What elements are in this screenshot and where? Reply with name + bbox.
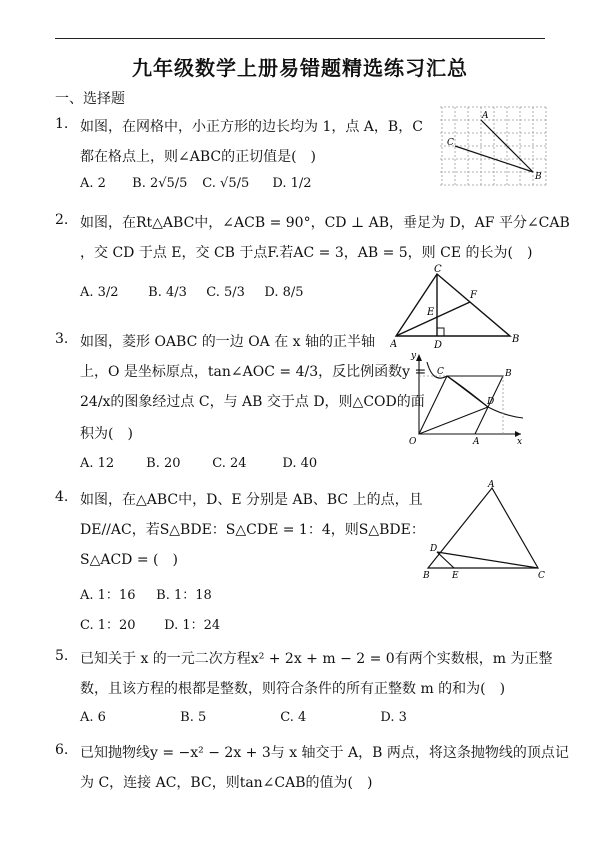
coordinate-figure xyxy=(405,350,527,446)
point-label-c: C xyxy=(437,367,444,377)
question-text-line: 上，O 是坐标原点，tan∠AOC = 4/3，反比例函数y = xyxy=(80,364,427,380)
point-label-b: B xyxy=(512,334,520,345)
point-label-c: C xyxy=(447,138,454,148)
question-text-line: 如图，在Rt△ABC中，∠ACB = 90°，CD ⊥ AB，垂足为 D，AF 平分∠CAB xyxy=(80,215,570,231)
question-text-line: 为 C，连接 AC，BC，则tan∠CAB的值为( ) xyxy=(80,775,373,791)
question-number: 3. xyxy=(55,331,69,347)
option-d[interactable]: D. 1/2 xyxy=(272,176,312,191)
point-label-b: B xyxy=(505,369,512,379)
question-number: 5. xyxy=(55,648,69,664)
question-text-line: S△ACD = ( ) xyxy=(80,552,178,568)
point-label-o: O xyxy=(409,437,417,446)
question-text-line: ，交 CD 于点 E，交 CB 于点F.若AC = 3，AB = 5，则 CE 的长为( ) xyxy=(80,245,533,261)
point-label-c: C xyxy=(434,264,442,275)
option-d[interactable]: D. 1：24 xyxy=(164,618,221,633)
question-text-line: 积为( ) xyxy=(80,426,133,442)
question-text-line: 如图，在△ABC中，D、E 分别是 AB、BC 上的点，且 xyxy=(80,492,423,508)
option-a[interactable]: A. 12 xyxy=(80,456,115,471)
question-number: 6. xyxy=(55,742,69,758)
option-d[interactable]: D. 8/5 xyxy=(264,285,304,300)
question-text-line: 如图，菱形 OABC 的一边 OA 在 x 轴的正半轴 xyxy=(80,334,376,350)
question-text-line: 数，且该方程的根都是整数，则符合条件的所有正整数 m 的和为( ) xyxy=(80,681,506,697)
question-text-line: 已知关于 x 的一元二次方程x² + 2x + m − 2 = 0有两个实数根，m 为正整 xyxy=(80,651,553,667)
question-number: 2. xyxy=(55,212,69,228)
answer-options-row-1 xyxy=(80,584,212,603)
triangle-figure xyxy=(420,478,555,583)
point-label-a: A xyxy=(473,437,480,446)
answer-options xyxy=(80,176,312,191)
option-a[interactable]: A. 6 xyxy=(80,710,106,725)
option-a[interactable]: A. 2 xyxy=(80,176,106,191)
point-label-a: A xyxy=(482,111,489,121)
question-text-line: 如图，在网格中，小正方形的边长均为 1，点 A，B，C xyxy=(80,119,423,135)
point-label-a: A xyxy=(390,339,398,350)
question-text-line: 已知抛物线y = −x² − 2x + 3与 x 轴交于 A，B 两点，将这条抛物线的顶点记 xyxy=(80,745,569,761)
header-rule xyxy=(55,38,545,39)
option-c[interactable]: C. 1：20 xyxy=(80,618,136,633)
question-text-line: DE//AC，若S△BDE：S△CDE = 1：4，则S△BDE： xyxy=(80,522,425,538)
point-label-f: F xyxy=(470,290,477,301)
option-b[interactable]: B. 4/3 xyxy=(148,285,187,300)
axis-label-x: x xyxy=(517,437,523,446)
option-b[interactable]: B. 1：18 xyxy=(156,588,212,603)
point-label-b: B xyxy=(535,172,542,182)
answer-options xyxy=(80,456,317,471)
option-c[interactable]: C. √5/5 xyxy=(202,176,250,191)
point-label-d: D xyxy=(487,397,495,407)
option-c[interactable]: C. 4 xyxy=(280,710,307,725)
question-text-line: 都在格点上，则∠ABC的正切值是( ) xyxy=(80,149,317,165)
answer-options-row-2 xyxy=(80,614,220,633)
option-b[interactable]: B. 5 xyxy=(180,710,207,725)
option-d[interactable]: D. 3 xyxy=(380,710,407,725)
section-heading: 一、选择题 xyxy=(55,91,125,107)
point-label-d: D xyxy=(430,544,438,554)
option-c[interactable]: C. 24 xyxy=(212,456,247,471)
point-label-b: B xyxy=(423,571,430,581)
question-text-line: 24/x的图象经过点 C，与 AB 交于点 D，则△COD的面 xyxy=(80,394,425,410)
option-d[interactable]: D. 40 xyxy=(282,456,318,471)
axis-label-y: y xyxy=(411,351,417,361)
point-label-a: A xyxy=(488,480,495,490)
question-number: 1. xyxy=(55,116,69,132)
page-title: 九年级数学上册易错题精选练习汇总 xyxy=(132,56,468,80)
triangle-figure xyxy=(390,262,530,350)
option-c[interactable]: C. 5/3 xyxy=(206,285,245,300)
answer-options xyxy=(80,285,304,300)
point-label-e: E xyxy=(427,307,435,318)
point-label-c: C xyxy=(538,571,545,581)
option-a[interactable]: A. 3/2 xyxy=(80,285,119,300)
option-b[interactable]: B. 2√5/5 xyxy=(132,176,188,191)
answer-options xyxy=(80,710,407,725)
option-a[interactable]: A. 1：16 xyxy=(80,588,136,603)
option-b[interactable]: B. 20 xyxy=(146,456,181,471)
point-label-e: E xyxy=(452,571,459,581)
grid-figure xyxy=(440,105,550,187)
point-label-d: D xyxy=(434,340,443,350)
question-number: 4. xyxy=(55,489,69,505)
